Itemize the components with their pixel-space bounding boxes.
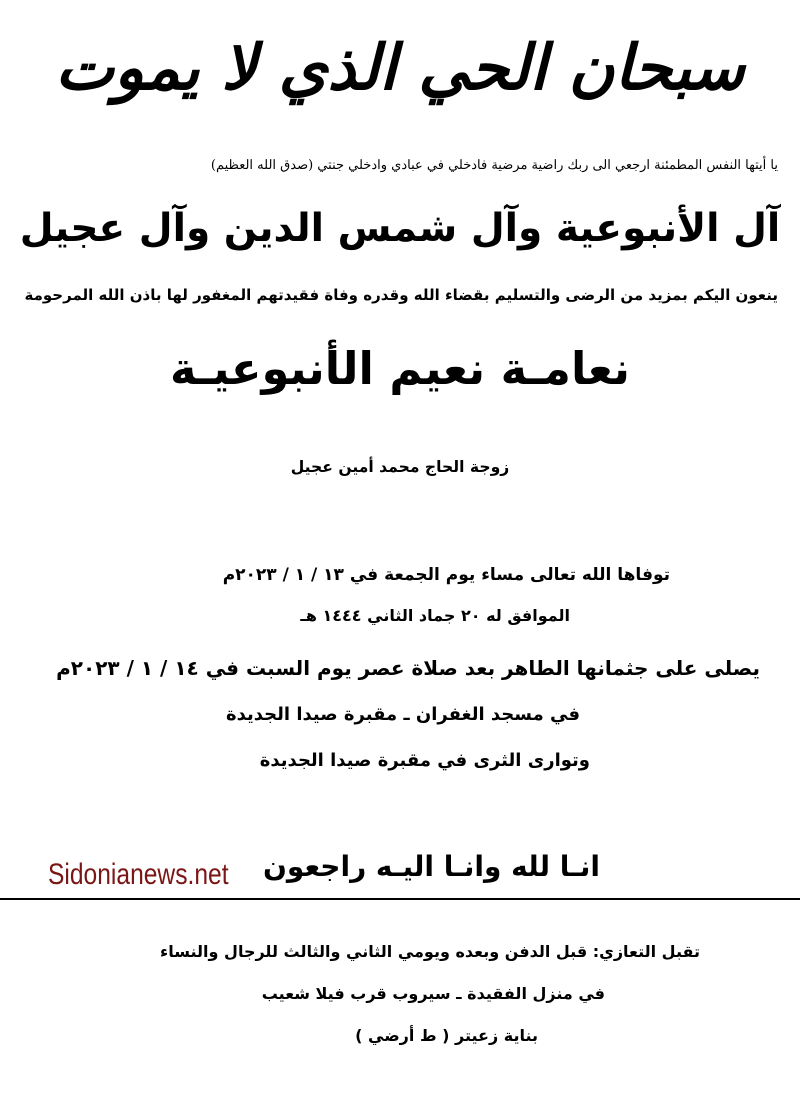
quran-verse: يا أيتها النفس المطمئنة ارجعي الى ربك راضية مرضية فادخلي في عبادي وادخلي جنتي (صدق الله العظيم) (210, 158, 778, 173)
hijri-date-line: الموافق له ٢٠ جماد الثاني ١٤٤٤ هـ (300, 606, 570, 625)
mosque-line: في مسجد الغفران ـ مقبرة صيدا الجديدة (225, 704, 580, 725)
spouse-line: زوجة الحاج محمد أمين عجيل (290, 458, 510, 476)
condolences-line-3: بناية زعيتر ( ط أرضي ) (355, 1026, 538, 1045)
calligraphy-header: سبحان الحي الذي لا يموت (55, 30, 745, 104)
deceased-name: نعامـة نعيم الأنبوعيـة (170, 342, 630, 395)
burial-line: وتوارى الثرى في مقبرة صيدا الجديدة (259, 750, 590, 771)
watermark-text: Sidonianews.net (48, 858, 229, 891)
announcement-text: ينعون اليكم بمزيد من الرضى والتسليم بقضاء الله وقدره وفاة فقيدتهم المغفور لها باذن الله المرحومة (24, 286, 778, 304)
condolences-line-2: في منزل الفقيدة ـ سيروب قرب فيلا شعيب (261, 984, 605, 1003)
closing-verse: انـا لله وانـا اليـه راجعون (263, 850, 600, 883)
divider-line (0, 898, 800, 900)
families-heading: آل الأنبوعية وآل شمس الدين وآل عجيل (19, 206, 781, 251)
condolences-line-1: تقبل التعازي: قبل الدفن وبعده ويومي الثاني والثالث للرجال والنساء (160, 942, 700, 961)
death-date-line: توفاها الله تعالى مساء يوم الجمعة في ١٣ / ١ / ٢٠٢٣م (222, 565, 670, 585)
prayer-line: يصلى على جثمانها الطاهر بعد صلاة عصر يوم السبت في ١٤ / ١ / ٢٠٢٣م (56, 656, 760, 680)
